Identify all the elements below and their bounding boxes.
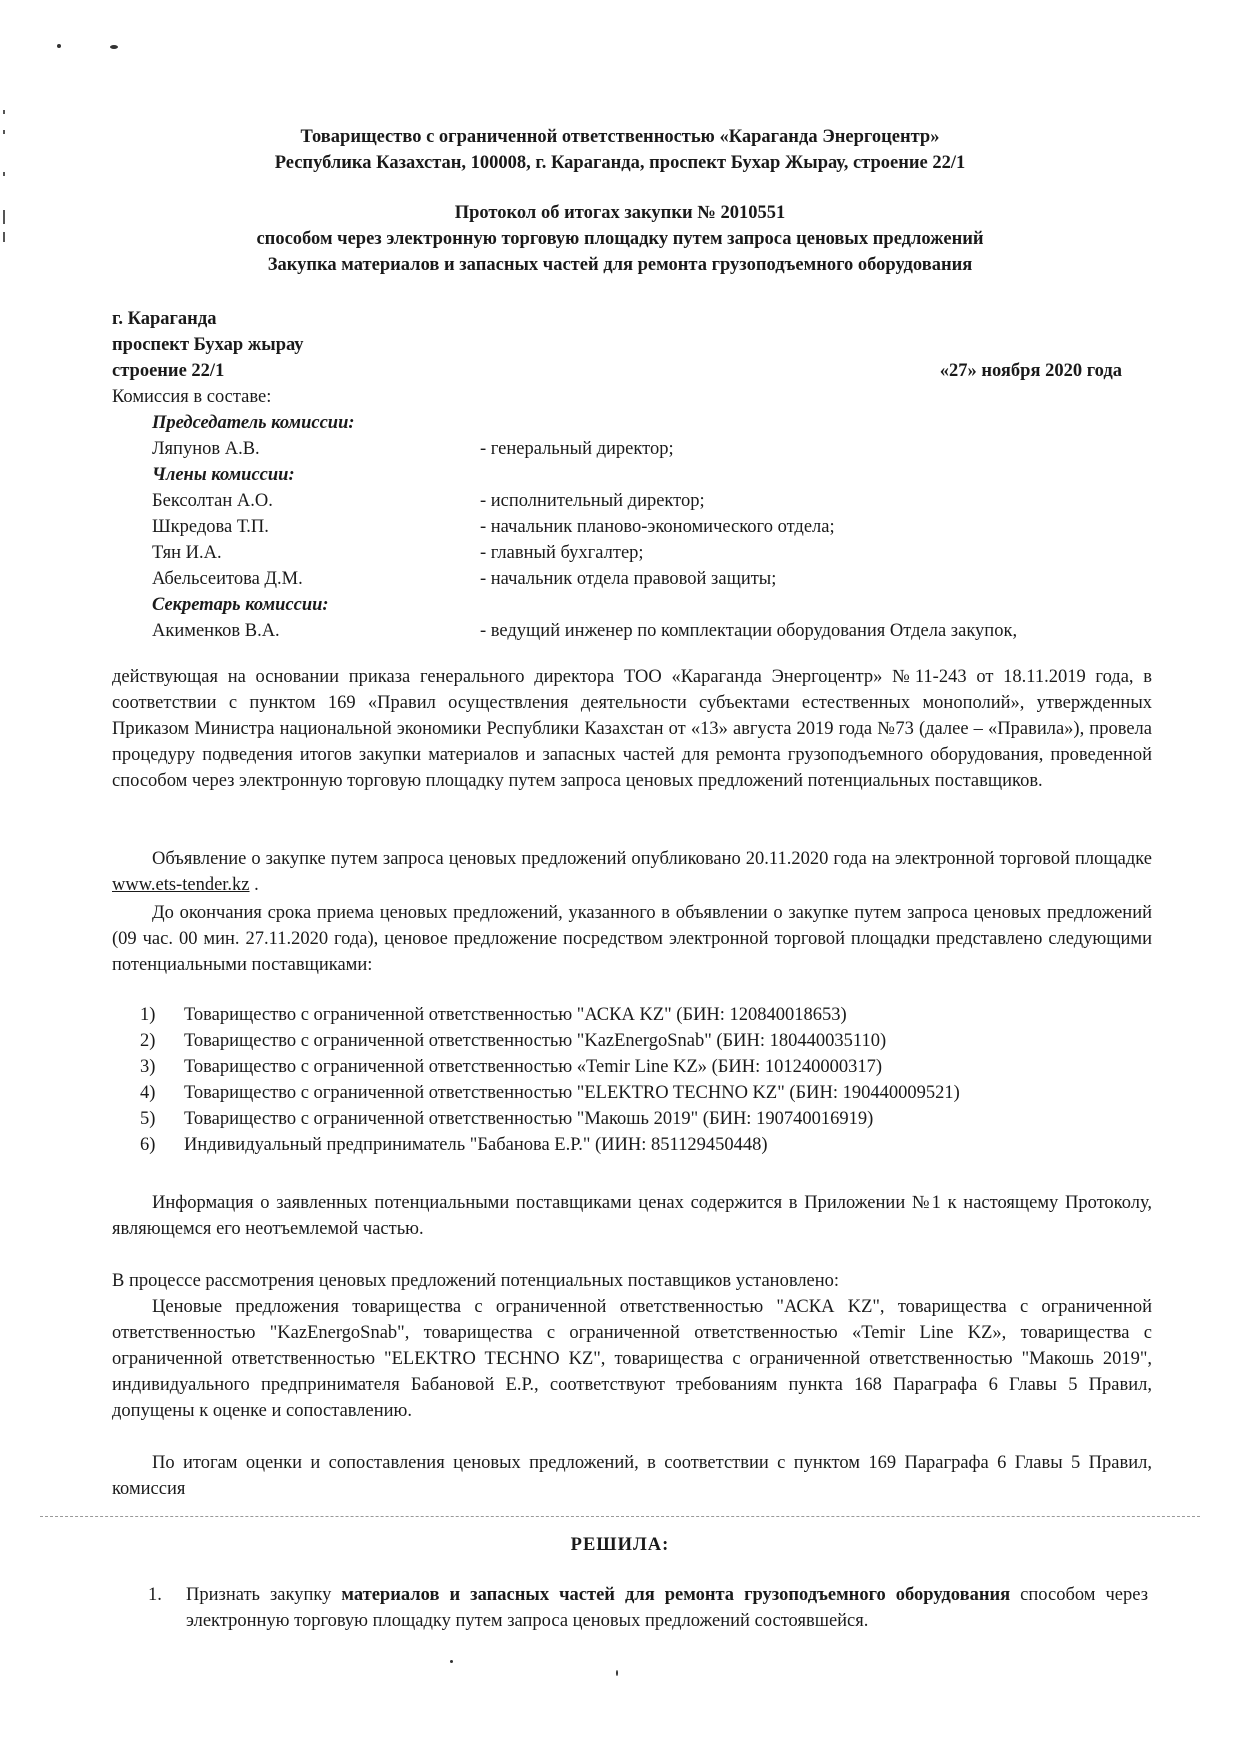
list-number: 3) — [140, 1057, 156, 1077]
list-number: 4) — [140, 1083, 156, 1103]
commission-intro: Комиссия в составе: — [112, 387, 272, 407]
members-label: Члены комиссии: — [152, 465, 295, 485]
announcement-end: . — [249, 875, 259, 895]
member-role: - исполнительный директор; — [480, 491, 705, 511]
commission-member — [152, 618, 1152, 644]
member-role: - главный бухгалтер; — [480, 543, 644, 563]
org-address: Республика Казахстан, 100008, г. Караганда, проспект Бухар Жырау, строение 22/1 — [274, 153, 966, 173]
list-item — [140, 1028, 1140, 1054]
decision-text — [186, 1582, 1148, 1634]
supplier-list — [140, 1002, 1140, 1158]
list-item — [140, 1054, 1140, 1080]
commission-member — [152, 514, 1152, 540]
list-number: 1) — [140, 1005, 156, 1025]
body-paragraph: действующая на основании приказа генерального директора ТОО «Караганда Энергоцентр» №11-243 от 18.11.2019 года, в соответствии с пунктом 169 «Правил осуществления деятельности субъектами естественных монополий», утвержденных Приказом Министра национальной экономики Республики Казахстан от «13» августа 2019 года №73 (далее – «Правила»), провела процедуру подведения итогов закупки материалов и запасных частей для ремонта грузоподъемного оборудования, проведенной способом через электронную торговую площадку путем запроса ценовых предложений потенциальных поставщиков. — [112, 667, 1152, 791]
commission-member — [152, 566, 1152, 592]
org-name: Товарищество с ограниченной ответственностью «Караганда Энергоцентр» — [300, 127, 940, 147]
place-date-block — [112, 306, 1122, 384]
scan-edge-mark — [3, 172, 5, 176]
supplier-text: Товарищество с ограниченной ответственностью «Temir Line KZ» (БИН: 101240000317) — [184, 1057, 883, 1077]
announcement-text: Объявление о закупке путем запроса ценовых предложений опубликовано 20.11.2020 года на электронной торговой площадке — [152, 849, 1152, 869]
place-city: г. Караганда — [112, 309, 217, 329]
protocol-date: «27» ноября 2020 года — [939, 361, 1122, 381]
protocol-subject: Закупка материалов и запасных частей для ремонта грузоподъемного оборудования — [267, 255, 973, 275]
body-paragraph — [112, 846, 1152, 898]
place-street: проспект Бухар жырау — [112, 335, 304, 355]
member-name: Бексолтан А.О. — [152, 491, 273, 511]
list-number: 6) — [140, 1135, 156, 1155]
list-item — [140, 1132, 1140, 1158]
decision-number: 1. — [148, 1585, 162, 1605]
protocol-title-block — [60, 200, 1180, 278]
member-role: - генеральный директор; — [480, 439, 674, 459]
list-number: 5) — [140, 1109, 156, 1129]
decision-title: РЕШИЛА: — [570, 1535, 670, 1555]
supplier-text: Товарищество с ограниченной ответственностью "АСКА KZ" (БИН: 120840018653) — [184, 1005, 847, 1025]
supplier-text: Товарищество с ограниченной ответственностью "KazEnergoSnab" (БИН: 180440035110) — [184, 1031, 887, 1051]
commission-block — [112, 384, 1152, 644]
body-paragraph: Ценовые предложения товарищества с ограниченной ответственностью "АСКА KZ", товарищества с ограниченной ответственностью "KazEnergoSnab", товарищества с ограниченной ответственностью «Temir Line KZ», товарищества с ограниченной ответственностью "ELEKTRO TECHNO KZ", товарищества с ограниченной ответственностью "Макошь 2019", индивидуального предпринимателя Бабановой Е.Р., соответствуют требованиям пункта 168 Параграфа 6 Главы 5 Правил, допущены к оценке и сопоставлению. — [112, 1297, 1152, 1421]
divider — [40, 1516, 1200, 1517]
list-item — [140, 1106, 1140, 1132]
list-item — [140, 1080, 1140, 1106]
decision-item — [148, 1582, 1148, 1634]
member-name: Акименков В.А. — [152, 621, 280, 641]
body-paragraph: В процессе рассмотрения ценовых предложений потенциальных поставщиков установлено: — [112, 1271, 840, 1291]
decision-text-end: способом через электронную торговую площадку путем запроса ценовых предложений состоявшейся. — [186, 1585, 1149, 1631]
secretary-label: Секретарь комиссии: — [152, 595, 329, 615]
decision-subject: материалов и запасных частей для ремонта грузоподъемного оборудования — [341, 1585, 1011, 1605]
protocol-method: способом через электронную торговую площадку путем запроса ценовых предложений — [256, 229, 984, 249]
supplier-text: Товарищество с ограниченной ответственностью "ELEKTRO TECHNO KZ" (БИН: 190440009521) — [184, 1083, 960, 1103]
scan-speck — [57, 44, 61, 48]
tender-site-link[interactable]: www.ets-tender.kz — [112, 875, 250, 895]
commission-member — [152, 436, 1152, 462]
place-building: строение 22/1 — [112, 361, 225, 381]
body-paragraph: До окончания срока приема ценовых предложений, указанного в объявлении о закупке путем запроса ценовых предложений (09 час. 00 мин. 27.11.2020 года), ценовое предложение посредством электронной торговой площадки представлено следующими потенциальными поставщиками: — [112, 903, 1152, 975]
scan-speck — [450, 1660, 453, 1663]
member-name: Тян И.А. — [152, 543, 222, 563]
member-role: - начальник планово-экономического отдела; — [480, 517, 835, 537]
member-role: - ведущий инженер по комплектации оборудования Отдела закупок, — [480, 621, 1018, 641]
scan-edge-mark — [3, 232, 5, 242]
scan-edge-mark — [3, 110, 5, 114]
commission-member — [152, 540, 1152, 566]
member-name: Абельсеитова Д.М. — [152, 569, 303, 589]
member-name: Шкредова Т.П. — [152, 517, 269, 537]
scan-edge-mark — [3, 130, 5, 134]
decision-text-start: Признать закупку — [186, 1585, 342, 1605]
member-name: Ляпунов А.В. — [152, 439, 260, 459]
supplier-text: Товарищество с ограниченной ответственностью "Макошь 2019" (БИН: 190740016919) — [184, 1109, 874, 1129]
commission-member — [152, 488, 1152, 514]
scan-speck — [616, 1670, 618, 1676]
list-item — [140, 1002, 1140, 1028]
supplier-text: Индивидуальный предприниматель "Бабанова Е.Р." (ИИН: 851129450448) — [184, 1135, 768, 1155]
scan-edge-mark — [3, 210, 5, 224]
list-number: 2) — [140, 1031, 156, 1051]
chair-label: Председатель комиссии: — [152, 413, 355, 433]
member-role: - начальник отдела правовой защиты; — [480, 569, 777, 589]
protocol-title: Протокол об итогах закупки № 2010551 — [454, 203, 786, 223]
body-paragraph: По итогам оценки и сопоставления ценовых предложений, в соответствии с пунктом 169 Параграфа 6 Главы 5 Правил, комиссия — [112, 1453, 1152, 1499]
document-header — [60, 124, 1180, 176]
body-paragraph: Информация о заявленных потенциальными поставщиками ценах содержится в Приложении №1 к настоящему Протоколу, являющемся его неотъемлемой частью. — [112, 1193, 1152, 1239]
scan-speck — [110, 45, 118, 49]
